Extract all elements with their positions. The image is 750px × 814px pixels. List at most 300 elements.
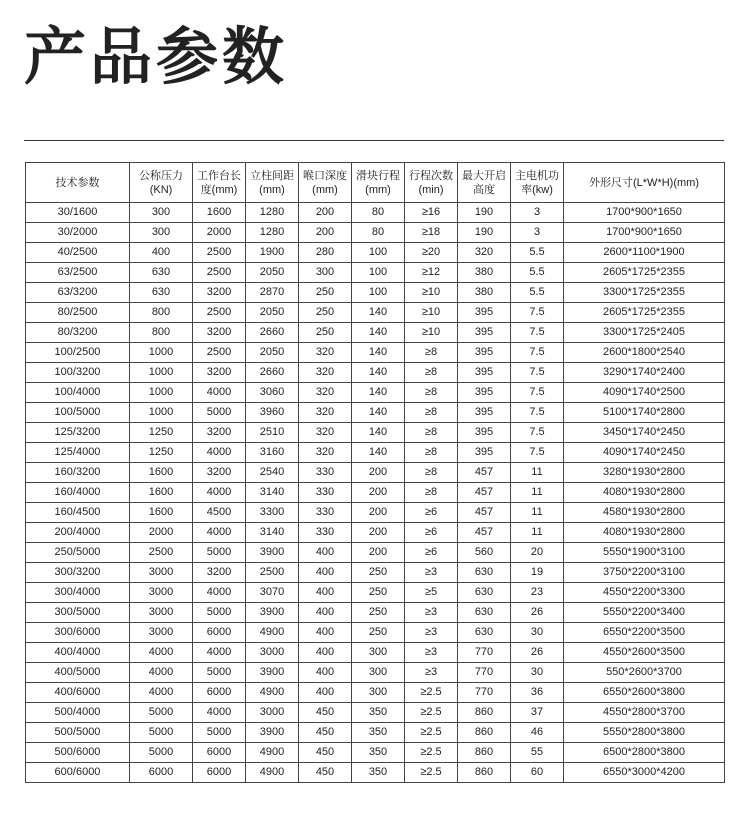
table-cell: 200	[299, 203, 352, 223]
table-cell: 140	[352, 303, 405, 323]
table-cell: 5000	[193, 403, 246, 423]
table-cell: ≥5	[405, 583, 458, 603]
table-cell: 200	[352, 463, 405, 483]
table-row	[26, 663, 725, 683]
column-header: 最大开启 高度	[458, 163, 511, 203]
table-cell: 457	[458, 483, 511, 503]
table-cell: 1600	[130, 503, 193, 523]
table-cell: 30/2000	[26, 223, 130, 243]
table-cell: 6000	[130, 763, 193, 783]
page-title: 产品参数	[24, 20, 289, 93]
table-cell: 160/3200	[26, 463, 130, 483]
table-cell: 395	[458, 403, 511, 423]
table-cell: 7.5	[511, 443, 564, 463]
table-cell: 4550*2600*3500	[564, 643, 725, 663]
table-cell: 4900	[246, 763, 299, 783]
table-cell: 200	[299, 223, 352, 243]
table-cell: ≥3	[405, 643, 458, 663]
table-cell: 395	[458, 423, 511, 443]
table-cell: 300/4000	[26, 583, 130, 603]
table-cell: 3060	[246, 383, 299, 403]
table-cell: 350	[352, 763, 405, 783]
table-cell: 6550*2600*3800	[564, 683, 725, 703]
table-cell: 100/5000	[26, 403, 130, 423]
table-cell: 4000	[130, 643, 193, 663]
table-cell: 2660	[246, 323, 299, 343]
table-cell: 4580*1930*2800	[564, 503, 725, 523]
table-cell: 3	[511, 223, 564, 243]
table-cell: 5550*2200*3400	[564, 603, 725, 623]
table-cell: 457	[458, 463, 511, 483]
table-cell: 250/5000	[26, 543, 130, 563]
table-cell: 100	[352, 263, 405, 283]
table-cell: 320	[299, 363, 352, 383]
table-cell: 250	[352, 603, 405, 623]
table-cell: 3900	[246, 663, 299, 683]
table-cell: 450	[299, 763, 352, 783]
table-cell: 3200	[193, 463, 246, 483]
table-cell: 3960	[246, 403, 299, 423]
table-cell: 190	[458, 223, 511, 243]
table-cell: 395	[458, 443, 511, 463]
table-cell: 11	[511, 523, 564, 543]
table-cell: 4000	[193, 703, 246, 723]
table-cell: 200	[352, 523, 405, 543]
column-header: 立柱间距 (mm)	[246, 163, 299, 203]
table-cell: 600/6000	[26, 763, 130, 783]
table-cell: 200	[352, 543, 405, 563]
table-cell: 400	[299, 543, 352, 563]
table-cell: 330	[299, 523, 352, 543]
table-cell: 2605*1725*2355	[564, 303, 725, 323]
table-cell: 19	[511, 563, 564, 583]
table-cell: 1700*900*1650	[564, 223, 725, 243]
table-cell: 300	[352, 643, 405, 663]
table-cell: 5000	[193, 723, 246, 743]
table-cell: 4090*1740*2500	[564, 383, 725, 403]
table-cell: 200	[352, 503, 405, 523]
table-cell: 5.5	[511, 283, 564, 303]
table-cell: 300	[352, 663, 405, 683]
table-cell: 100/3200	[26, 363, 130, 383]
table-row	[26, 523, 725, 543]
table-cell: 400	[299, 623, 352, 643]
table-cell: 320	[299, 423, 352, 443]
table-cell: 250	[299, 323, 352, 343]
table-cell: 860	[458, 743, 511, 763]
table-cell: 250	[352, 583, 405, 603]
table-row	[26, 563, 725, 583]
table-cell: ≥10	[405, 283, 458, 303]
table-cell: 26	[511, 643, 564, 663]
table-cell: 300	[130, 223, 193, 243]
table-cell: 5550*2800*3800	[564, 723, 725, 743]
table-cell: 190	[458, 203, 511, 223]
table-cell: 400/4000	[26, 643, 130, 663]
table-cell: 1000	[130, 383, 193, 403]
table-cell: 550*2600*3700	[564, 663, 725, 683]
table-cell: 2050	[246, 343, 299, 363]
table-row	[26, 423, 725, 443]
table-cell: ≥6	[405, 503, 458, 523]
table-cell: 3900	[246, 543, 299, 563]
table-cell: 4090*1740*2450	[564, 443, 725, 463]
table-cell: 630	[458, 563, 511, 583]
table-row	[26, 543, 725, 563]
table-cell: 1000	[130, 403, 193, 423]
table-cell: 100	[352, 243, 405, 263]
table-cell: 3300	[246, 503, 299, 523]
table-cell: 330	[299, 463, 352, 483]
table-cell: 5000	[130, 723, 193, 743]
table-cell: ≥8	[405, 403, 458, 423]
table-cell: 2000	[130, 523, 193, 543]
table-cell: 1000	[130, 363, 193, 383]
table-cell: 560	[458, 543, 511, 563]
table-row	[26, 603, 725, 623]
table-cell: 4000	[193, 443, 246, 463]
table-cell: 55	[511, 743, 564, 763]
table-cell: ≥6	[405, 523, 458, 543]
table-cell: 770	[458, 643, 511, 663]
table-cell: 4550*2800*3700	[564, 703, 725, 723]
table-row	[26, 583, 725, 603]
table-cell: 395	[458, 343, 511, 363]
table-row	[26, 323, 725, 343]
title-divider	[24, 140, 724, 141]
table-row	[26, 343, 725, 363]
column-header: 技术参数	[26, 163, 130, 203]
table-cell: 320	[299, 383, 352, 403]
column-header: 滑块行程 (mm)	[352, 163, 405, 203]
table-cell: 7.5	[511, 303, 564, 323]
table-cell: 140	[352, 423, 405, 443]
table-row	[26, 463, 725, 483]
table-row	[26, 283, 725, 303]
table-cell: 3280*1930*2800	[564, 463, 725, 483]
table-cell: 140	[352, 343, 405, 363]
table-row	[26, 363, 725, 383]
column-header: 工作台长 度(mm)	[193, 163, 246, 203]
table-cell: 5000	[130, 743, 193, 763]
table-cell: 3450*1740*2450	[564, 423, 725, 443]
table-cell: ≥8	[405, 483, 458, 503]
table-cell: ≥8	[405, 463, 458, 483]
table-cell: 450	[299, 723, 352, 743]
table-cell: 320	[299, 403, 352, 423]
table-cell: 80	[352, 223, 405, 243]
table-row	[26, 263, 725, 283]
table-cell: 37	[511, 703, 564, 723]
table-cell: 457	[458, 503, 511, 523]
table-cell: 350	[352, 703, 405, 723]
table-cell: 4000	[193, 583, 246, 603]
table-cell: 160/4500	[26, 503, 130, 523]
table-cell: 3	[511, 203, 564, 223]
table-cell: 395	[458, 363, 511, 383]
table-cell: 400	[299, 583, 352, 603]
table-cell: 6550*3000*4200	[564, 763, 725, 783]
table-cell: 200	[352, 483, 405, 503]
table-cell: 6000	[193, 683, 246, 703]
table-cell: 30	[511, 623, 564, 643]
table-cell: 2870	[246, 283, 299, 303]
table-cell: 395	[458, 383, 511, 403]
table-cell: 800	[130, 323, 193, 343]
table-cell: 300/6000	[26, 623, 130, 643]
table-cell: 63/2500	[26, 263, 130, 283]
table-cell: 400/5000	[26, 663, 130, 683]
table-cell: 457	[458, 523, 511, 543]
table-cell: ≥10	[405, 323, 458, 343]
table-cell: 7.5	[511, 343, 564, 363]
table-cell: 3200	[193, 283, 246, 303]
table-cell: 400	[299, 603, 352, 623]
table-cell: 3200	[193, 323, 246, 343]
table-row	[26, 763, 725, 783]
table-cell: 300/3200	[26, 563, 130, 583]
table-cell: 630	[458, 623, 511, 643]
table-cell: 400	[299, 563, 352, 583]
table-cell: 400	[130, 243, 193, 263]
table-cell: 330	[299, 483, 352, 503]
table-body	[26, 203, 725, 783]
table-cell: 3000	[130, 563, 193, 583]
table-cell: ≥18	[405, 223, 458, 243]
table-cell: 5100*1740*2800	[564, 403, 725, 423]
table-cell: 450	[299, 703, 352, 723]
table-cell: ≥2.5	[405, 703, 458, 723]
table-cell: ≥3	[405, 623, 458, 643]
table-row	[26, 503, 725, 523]
table-cell: 3200	[193, 423, 246, 443]
table-cell: 2600*1800*2540	[564, 343, 725, 363]
table-cell: 140	[352, 443, 405, 463]
column-header: 公称压力 (KN)	[130, 163, 193, 203]
table-cell: 80/3200	[26, 323, 130, 343]
table-cell: 400	[299, 663, 352, 683]
table-cell: 3900	[246, 723, 299, 743]
table-cell: 140	[352, 363, 405, 383]
table-cell: 3140	[246, 523, 299, 543]
table-cell: 23	[511, 583, 564, 603]
table-cell: 3290*1740*2400	[564, 363, 725, 383]
table-cell: 125/3200	[26, 423, 130, 443]
table-cell: 630	[458, 583, 511, 603]
table-row	[26, 443, 725, 463]
table-cell: 400/6000	[26, 683, 130, 703]
table-row	[26, 303, 725, 323]
table-cell: 4900	[246, 743, 299, 763]
table-cell: 5550*1900*3100	[564, 543, 725, 563]
table-cell: 250	[299, 303, 352, 323]
table-cell: 4000	[193, 483, 246, 503]
table-cell: 2500	[193, 303, 246, 323]
table-cell: 320	[299, 443, 352, 463]
table-cell: 4080*1930*2800	[564, 523, 725, 543]
table-cell: 300	[130, 203, 193, 223]
table-cell: ≥3	[405, 663, 458, 683]
table-cell: 2050	[246, 263, 299, 283]
table-cell: 7.5	[511, 423, 564, 443]
table-cell: 500/6000	[26, 743, 130, 763]
table-cell: ≥12	[405, 263, 458, 283]
column-header: 主电机功 率(kw)	[511, 163, 564, 203]
table-row	[26, 643, 725, 663]
table-cell: 395	[458, 303, 511, 323]
column-header: 喉口深度 (mm)	[299, 163, 352, 203]
table-cell: 140	[352, 383, 405, 403]
table-cell: 770	[458, 663, 511, 683]
table-cell: ≥3	[405, 563, 458, 583]
table-cell: 1900	[246, 243, 299, 263]
table-cell: 160/4000	[26, 483, 130, 503]
table-cell: 4000	[193, 523, 246, 543]
column-header: 外形尺寸(L*W*H)(mm)	[564, 163, 725, 203]
table-cell: 2500	[246, 563, 299, 583]
table-cell: 7.5	[511, 323, 564, 343]
table-cell: 2660	[246, 363, 299, 383]
table-row	[26, 483, 725, 503]
table-cell: 1250	[130, 423, 193, 443]
table-cell: 26	[511, 603, 564, 623]
table-cell: 6000	[193, 623, 246, 643]
table-cell: 300	[352, 683, 405, 703]
table-cell: 395	[458, 323, 511, 343]
table-cell: ≥2.5	[405, 683, 458, 703]
table-cell: 30/1600	[26, 203, 130, 223]
table-row	[26, 723, 725, 743]
table-cell: 5000	[193, 603, 246, 623]
table-cell: 46	[511, 723, 564, 743]
table-cell: 7.5	[511, 403, 564, 423]
table-cell: ≥2.5	[405, 763, 458, 783]
table-cell: 2500	[193, 263, 246, 283]
table-cell: 125/4000	[26, 443, 130, 463]
table-cell: 4080*1930*2800	[564, 483, 725, 503]
table-cell: 11	[511, 503, 564, 523]
table-row	[26, 223, 725, 243]
table-cell: ≥20	[405, 243, 458, 263]
table-row	[26, 203, 725, 223]
table-cell: 350	[352, 743, 405, 763]
table-cell: ≥8	[405, 343, 458, 363]
table-cell: 2510	[246, 423, 299, 443]
table-cell: 400	[299, 683, 352, 703]
table-cell: 250	[352, 623, 405, 643]
table-cell: 3000	[246, 703, 299, 723]
table-cell: 1280	[246, 203, 299, 223]
table-cell: 630	[130, 283, 193, 303]
table-cell: ≥6	[405, 543, 458, 563]
table-header	[26, 163, 725, 203]
table-cell: 40/2500	[26, 243, 130, 263]
table-cell: 100	[352, 283, 405, 303]
table-cell: 3070	[246, 583, 299, 603]
table-cell: 380	[458, 283, 511, 303]
table-cell: 1280	[246, 223, 299, 243]
table-cell: 6500*2800*3800	[564, 743, 725, 763]
table-cell: 250	[352, 563, 405, 583]
table-cell: 800	[130, 303, 193, 323]
column-header: 行程次数 (min)	[405, 163, 458, 203]
table-cell: 5000	[193, 543, 246, 563]
table-cell: 3000	[246, 643, 299, 663]
table-cell: ≥2.5	[405, 723, 458, 743]
table-cell: 80/2500	[26, 303, 130, 323]
table-cell: 3750*2200*3100	[564, 563, 725, 583]
table-cell: 5000	[130, 703, 193, 723]
table-cell: 500/4000	[26, 703, 130, 723]
table-cell: 2050	[246, 303, 299, 323]
table-cell: 330	[299, 503, 352, 523]
table-cell: 1250	[130, 443, 193, 463]
table-cell: 11	[511, 483, 564, 503]
table-cell: 250	[299, 283, 352, 303]
table-cell: 630	[130, 263, 193, 283]
table-cell: 3200	[193, 363, 246, 383]
table-cell: 4000	[193, 643, 246, 663]
table-row	[26, 403, 725, 423]
table-cell: 3140	[246, 483, 299, 503]
table-cell: 1000	[130, 343, 193, 363]
table-cell: 4550*2200*3300	[564, 583, 725, 603]
table-cell: ≥8	[405, 443, 458, 463]
table-cell: 6550*2200*3500	[564, 623, 725, 643]
table-cell: 770	[458, 683, 511, 703]
table-cell: 4900	[246, 683, 299, 703]
table-cell: 2500	[193, 243, 246, 263]
table-cell: 4500	[193, 503, 246, 523]
table-cell: 350	[352, 723, 405, 743]
table-cell: 7.5	[511, 363, 564, 383]
table-row	[26, 683, 725, 703]
table-cell: 3000	[130, 603, 193, 623]
table-cell: 63/3200	[26, 283, 130, 303]
table-cell: 6000	[193, 743, 246, 763]
table-cell: 4000	[193, 383, 246, 403]
table-cell: 300	[299, 263, 352, 283]
table-cell: 450	[299, 743, 352, 763]
table-cell: 320	[458, 243, 511, 263]
table-cell: 5.5	[511, 263, 564, 283]
table-cell: 6000	[193, 763, 246, 783]
table-cell: 320	[299, 343, 352, 363]
table-cell: 2605*1725*2355	[564, 263, 725, 283]
table-cell: 30	[511, 663, 564, 683]
table-row	[26, 703, 725, 723]
table-cell: 2540	[246, 463, 299, 483]
table-cell: 280	[299, 243, 352, 263]
table-cell: ≥10	[405, 303, 458, 323]
table-row	[26, 383, 725, 403]
table-cell: 7.5	[511, 383, 564, 403]
table-cell: ≥2.5	[405, 743, 458, 763]
table-cell: 4000	[130, 663, 193, 683]
table-cell: 860	[458, 723, 511, 743]
table-cell: 3200	[193, 563, 246, 583]
table-cell: ≥8	[405, 383, 458, 403]
table-cell: 100/2500	[26, 343, 130, 363]
table-cell: 3300*1725*2355	[564, 283, 725, 303]
table-row	[26, 623, 725, 643]
table-cell: 11	[511, 463, 564, 483]
table-cell: 1600	[130, 483, 193, 503]
table-cell: 1600	[193, 203, 246, 223]
table-cell: 5000	[193, 663, 246, 683]
spec-table	[25, 162, 725, 783]
table-cell: 2600*1100*1900	[564, 243, 725, 263]
